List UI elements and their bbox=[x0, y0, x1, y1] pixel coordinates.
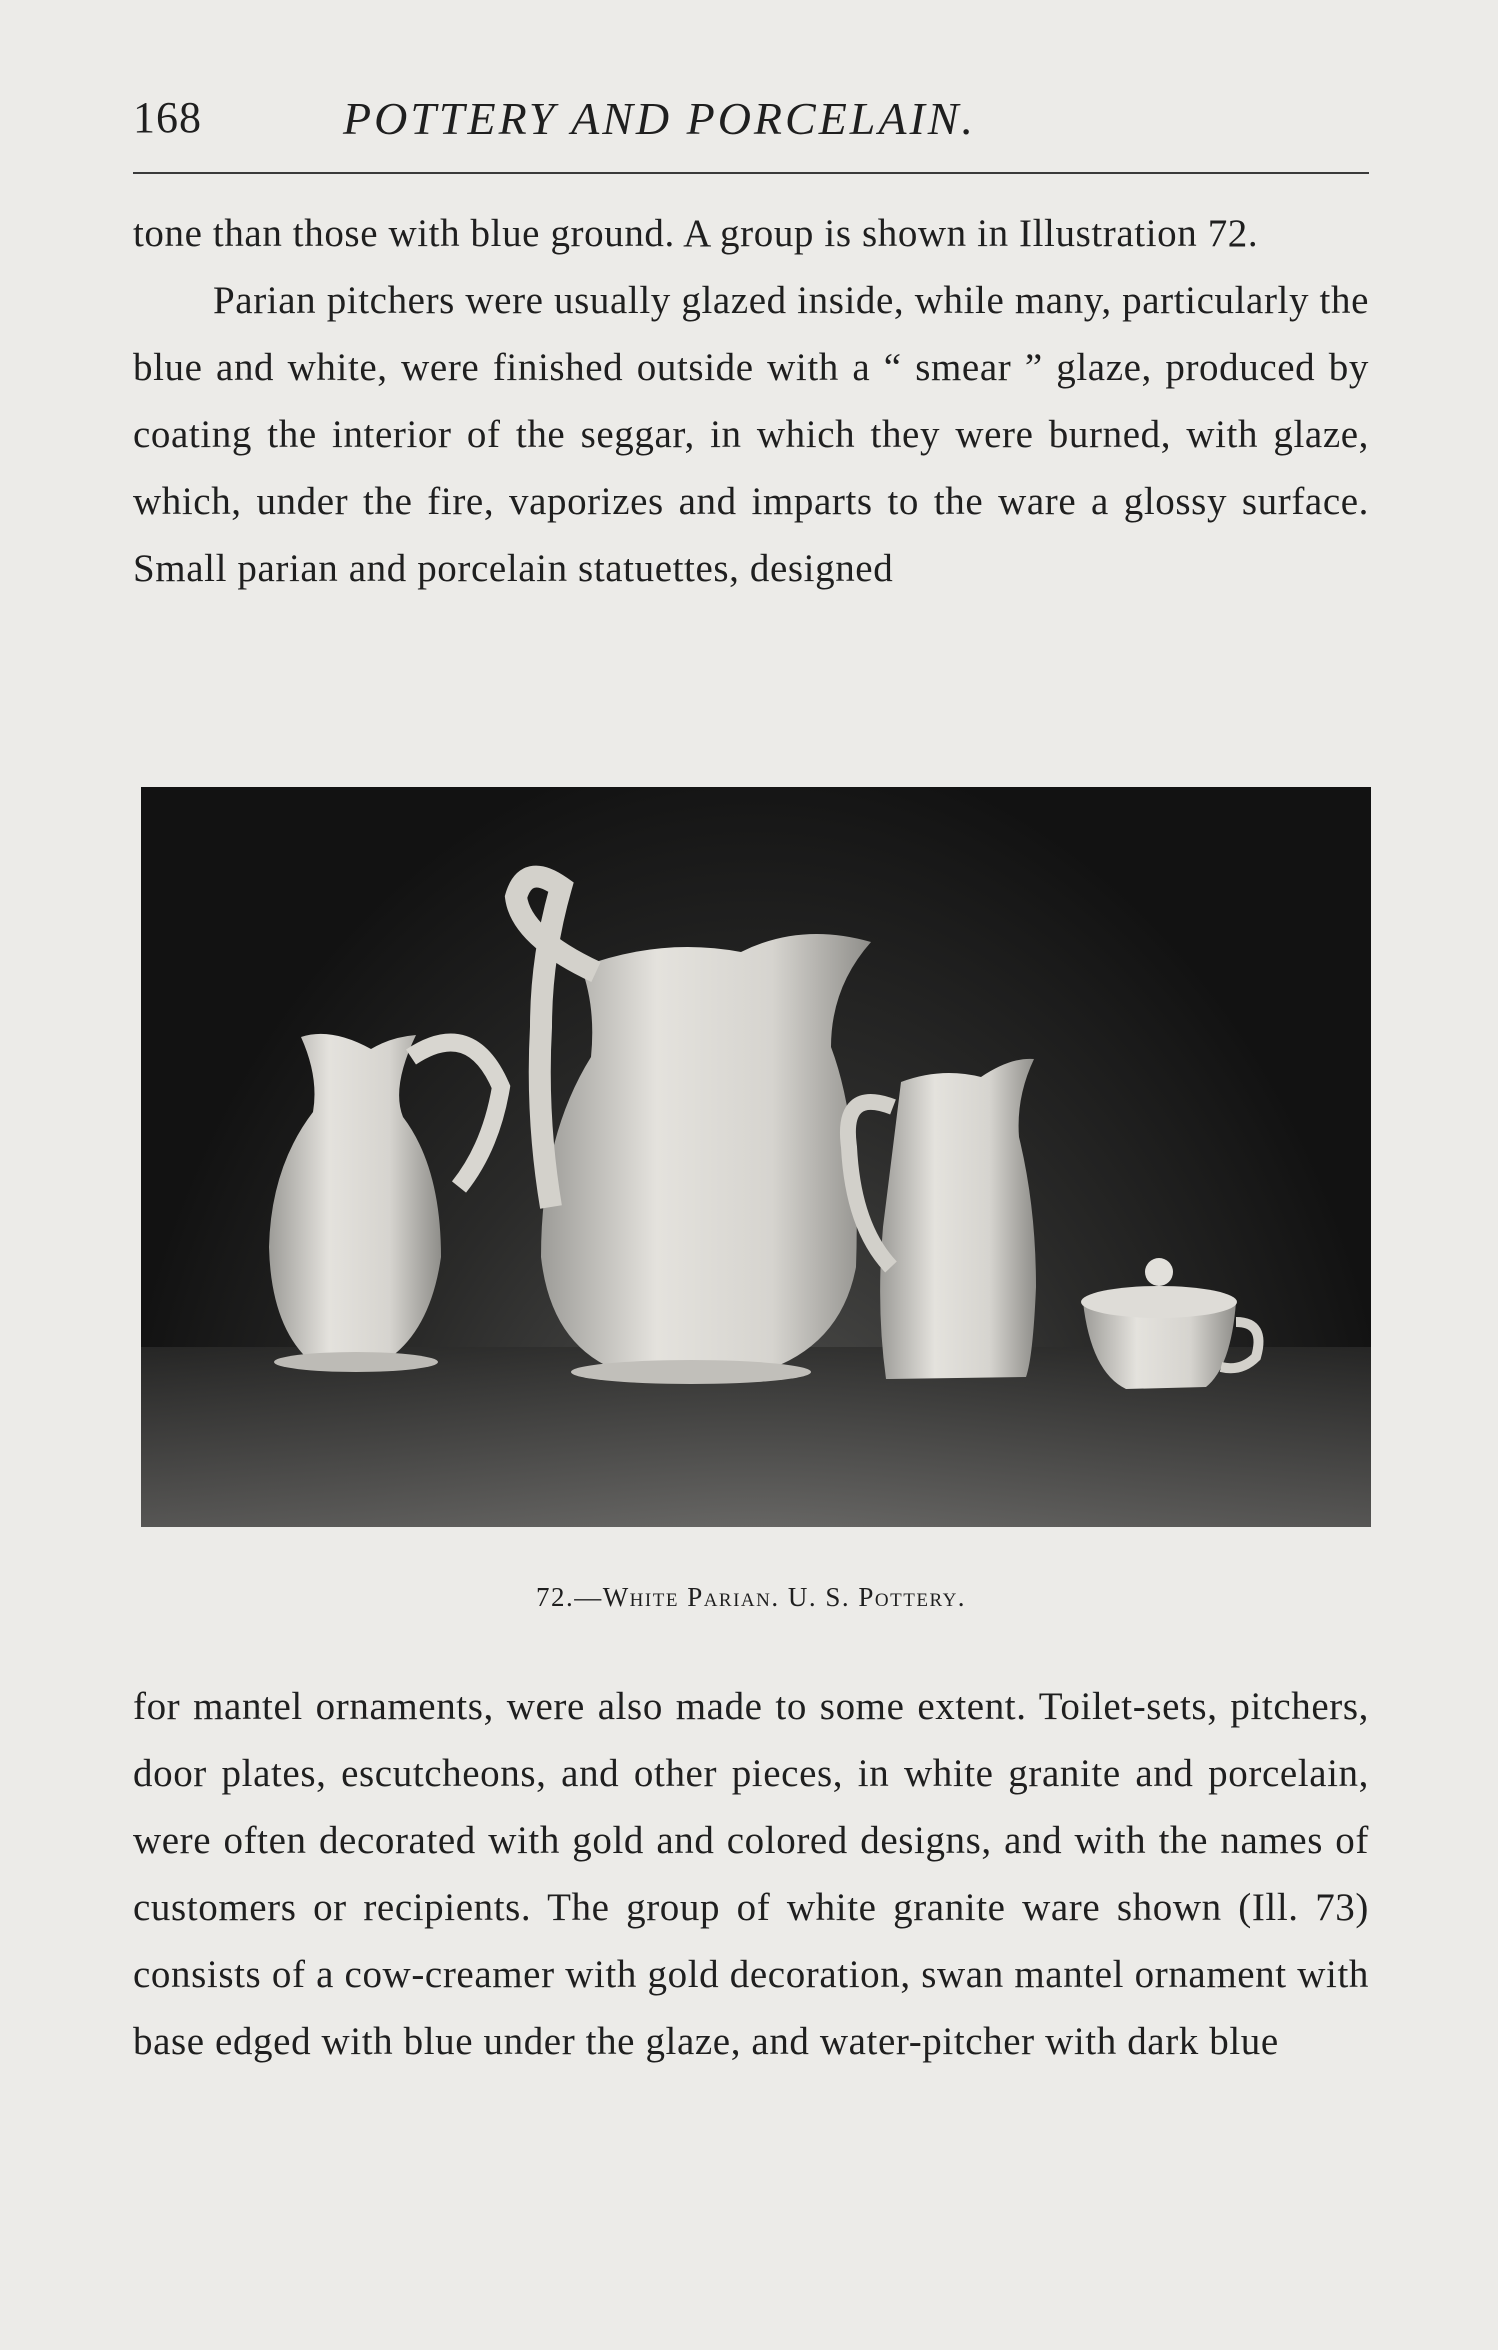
paragraph: tone than those with blue ground. A group is shown in Illustration 72. bbox=[133, 212, 1259, 255]
header-rule bbox=[133, 172, 1369, 174]
parian-pitchers-image bbox=[141, 787, 1371, 1527]
body-text-bottom bbox=[133, 1673, 1369, 2075]
page-number: 168 bbox=[133, 93, 202, 142]
running-head: POTTERY AND PORCELAIN. bbox=[343, 93, 976, 144]
page-header bbox=[133, 92, 1369, 152]
small-pitcher-left bbox=[269, 1034, 501, 1372]
body-text-top bbox=[133, 200, 1369, 602]
tall-pitcher-center bbox=[516, 877, 871, 1384]
figure-caption: 72.—White Parian. U. S. Pottery. bbox=[535, 1582, 967, 1612]
paragraph: Parian pitchers were usually glazed inside, while many, particularly the blue and white, were finished outside with a “ smear ” glaze, produced by coating the interior of the seggar, in which they were burned, with glaze, which, under the fire, vaporizes and imparts to the ware a glossy surface. Small parian and porcelain statuettes, designed bbox=[133, 279, 1369, 590]
pitcher-right bbox=[848, 1059, 1036, 1379]
paragraph: for mantel ornaments, were also made to some extent. Toilet-sets, pitchers, door plates, escutcheons, and other pieces, in white granite and porcelain, were often decorated with gold and colored designs, and with the names of customers or recipients. The group of white granite ware shown (Ill. 73) consists of a cow-creamer with gold decoration, swan mantel ornament with base edged with blue under the glaze, and water-pitcher with dark blue bbox=[133, 1685, 1369, 2063]
covered-bowl bbox=[1081, 1258, 1259, 1389]
illustration-photo bbox=[141, 787, 1371, 1527]
